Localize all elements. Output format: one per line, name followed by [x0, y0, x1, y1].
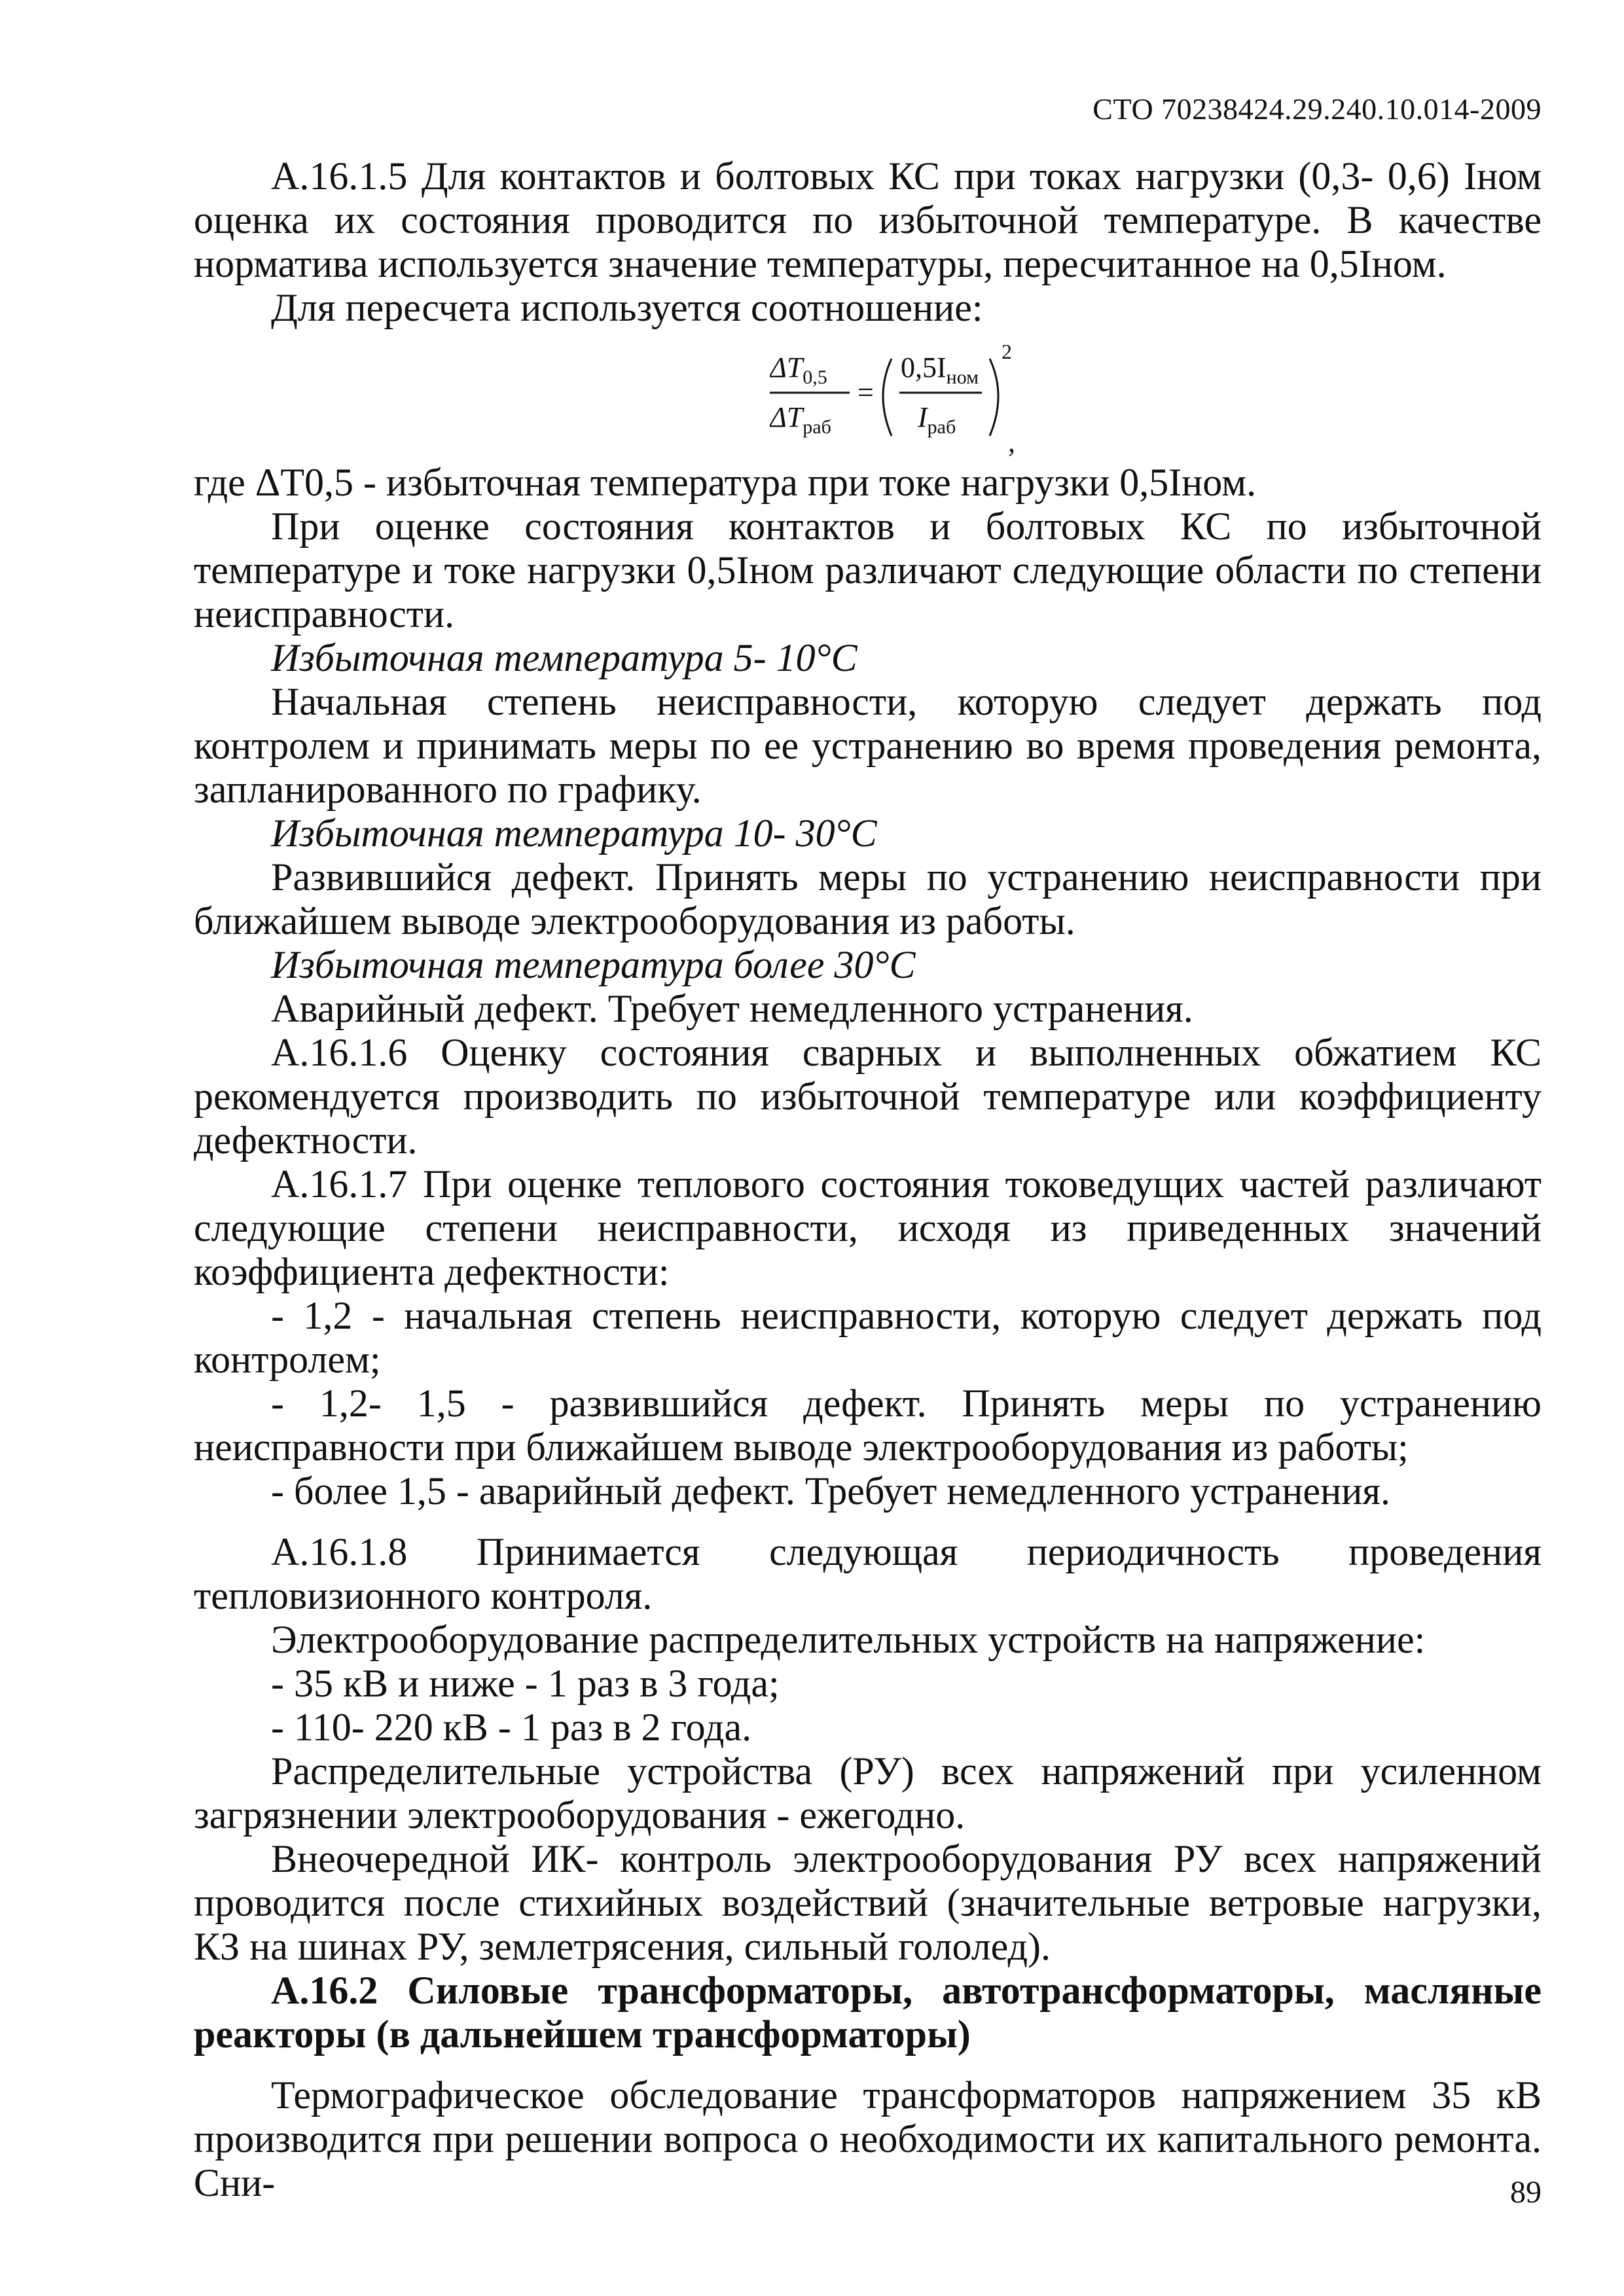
equals-sign: = — [857, 376, 874, 408]
rhs-numerator: $0,5I_{ном}$ — [901, 351, 979, 388]
page-number: 89 — [1510, 2175, 1542, 2210]
document-code-header: СТО 70238424.29.240.10.014-2009 — [1092, 92, 1542, 126]
paragraph-developed-defect: Развившийся дефект. Принять меры по устранению неисправности при ближайшем выводе электрооборудования из работы. — [194, 855, 1542, 942]
paragraph-spacer — [194, 2056, 1542, 2073]
lhs-numerator: $\Delta T_{0,5}$ — [770, 351, 827, 388]
paragraph-ru-voltage: Электрооборудование распределительных устройств на напряжение: — [271, 1618, 1426, 1661]
paragraph-a-16-1-6: А.16.1.6 Оценку состояния сварных и выполненных обжатием КС рекомендуется производить по избыточной температуре или коэффициенту дефектности. — [194, 1031, 1542, 1162]
exponent: 2 — [1001, 340, 1012, 363]
paragraph-thermography-transformers: Термографическое обследование трансформаторов напряжением 35 кВ производится при решении вопроса о необходимости их капитального ремонта. Сни- — [194, 2073, 1542, 2204]
formula-block — [194, 330, 1542, 461]
lhs-denominator: $\Delta T_{раб}$ — [770, 401, 831, 438]
right-parenthesis — [990, 359, 998, 436]
left-parenthesis — [883, 359, 892, 436]
paragraph-a-16-1-8: А.16.1.8 Принимается следующая периодичность проведения тепловизионного контроля. — [194, 1530, 1542, 1617]
list-item-35kv: - 35 кВ и ниже - 1 раз в 3 года; — [271, 1662, 780, 1705]
subheading-temp-10-30: Избыточная температура 10- 30°С — [271, 812, 877, 855]
subheading-temp-over-30: Избыточная температура более 30°С — [271, 943, 916, 986]
formula-trailing-comma: , — [1008, 426, 1015, 458]
paragraph-extra-ir-control: Внеочередной ИК- контроль электрооборудования РУ всех напряжений проводится после стихийных воздействий (значительные ветровые нагрузки, КЗ на шинах РУ, землетрясения, сильный гололед). — [194, 1837, 1542, 1968]
paragraph-delta-t-definition: где ΔТ0,5 - избыточная температура при токе нагрузки 0,5Iном. — [194, 461, 1257, 504]
document-body — [194, 154, 1542, 2205]
subheading-temp-5-10: Избыточная температура 5- 10°С — [271, 636, 857, 679]
list-item-coef-over-1-5: - более 1,5 - аварийный дефект. Требует немедленного устранения. — [271, 1469, 1390, 1513]
paragraph-initial-fault: Начальная степень неисправности, которую следует держать под контролем и принимать меры по ее устранению во время проведения ремонта, запланированного по графику. — [194, 680, 1542, 811]
paragraph-ru-pollution: Распределительные устройства (РУ) всех напряжений при усиленном загрязнении электрооборудования - ежегодно. — [194, 1749, 1542, 1837]
paragraph-fault-areas: При оценке состояния контактов и болтовых КС по избыточной температуре и токе нагрузки 0,5Iном различают следующие области по степени неисправности. — [194, 505, 1542, 636]
paragraph-emergency-defect: Аварийный дефект. Требует немедленного устранения. — [271, 987, 1193, 1030]
temperature-recalc-formula — [770, 330, 1019, 461]
list-item-coef-1-2: - 1,2 - начальная степень неисправности, которую следует держать под контролем; — [194, 1294, 1542, 1381]
list-item-110-220kv: - 110- 220 кВ - 1 раз в 2 года. — [271, 1706, 752, 1749]
list-item-coef-1-2-1-5: - 1,2- 1,5 - развившийся дефект. Принять меры по устранению неисправности при ближайшем выводе электрооборудования из работы; — [194, 1382, 1542, 1469]
paragraph-recalc-intro: Для пересчета используется соотношение: — [271, 286, 983, 329]
section-heading-a-16-2: А.16.2 Силовые трансформаторы, автотрансформаторы, масляные реакторы (в дальнейшем трансформаторы) — [194, 1969, 1542, 2056]
paragraph-spacer — [194, 1513, 1542, 1530]
paragraph-a-16-1-7: А.16.1.7 При оценке теплового состояния токоведущих частей различают следующие степени неисправности, исходя из приведенных значений коэффициента дефектности: — [194, 1162, 1542, 1293]
rhs-denominator: $I_{раб}$ — [918, 401, 956, 438]
paragraph-a-16-1-5: А.16.1.5 Для контактов и болтовых КС при токах нагрузки (0,3- 0,6) Iном оценка их состояния проводится по избыточной температуре. В качестве норматива используется значение температуры, пересчитанное на 0,5Iном. — [194, 154, 1542, 285]
